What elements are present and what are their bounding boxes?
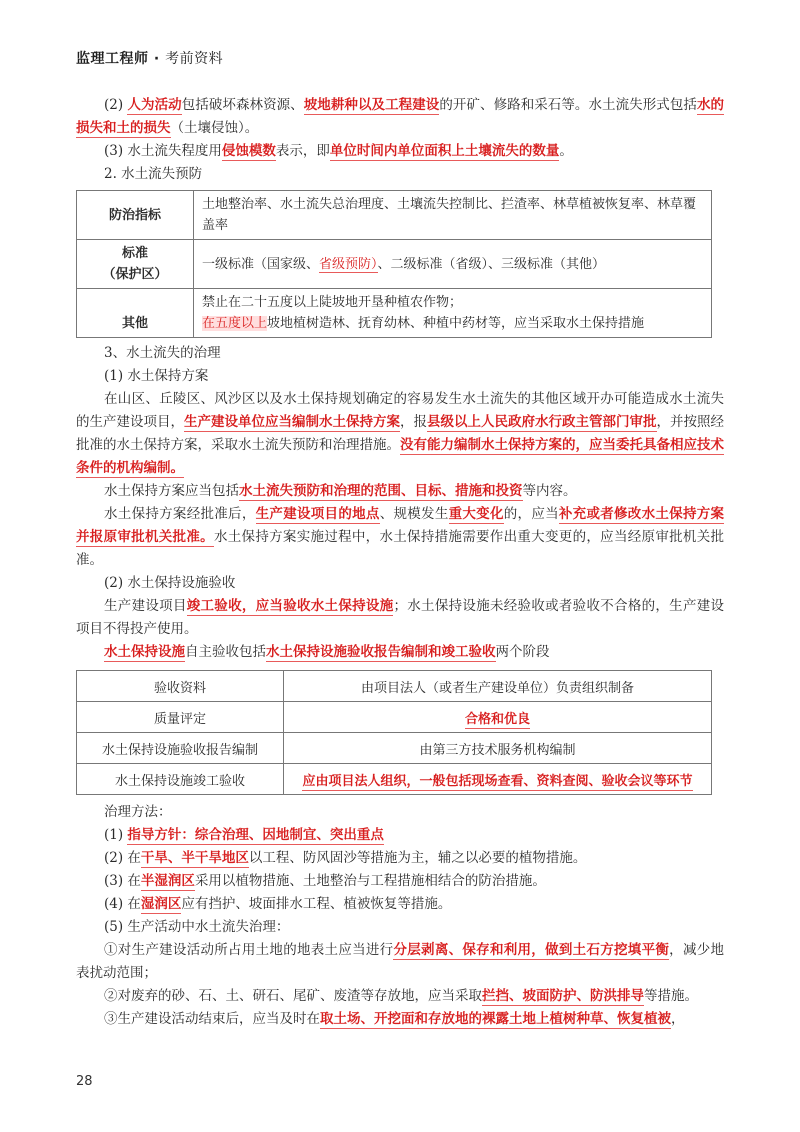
text: 、规模发生 bbox=[379, 506, 449, 522]
highlight-text: 取土场、开挖面和存放地的裸露土地上植树种草、恢复植被 bbox=[320, 1011, 671, 1027]
text: (2) bbox=[104, 97, 124, 113]
text: 生产建设项目 bbox=[104, 598, 187, 614]
highlight-text: 生产建设单位应当编制水土保持方案 bbox=[184, 414, 400, 430]
table-desc-cell: 由第三方技术服务机构编制 bbox=[284, 733, 712, 764]
text: 水土保持方案应当包括 bbox=[104, 483, 239, 499]
text: 一级标准（国家级、 bbox=[202, 256, 320, 272]
section-heading-treatment: 3、水土流失的治理 bbox=[104, 345, 221, 361]
intro-paragraph-1 bbox=[76, 94, 724, 140]
text: 。 bbox=[559, 143, 573, 159]
method-item-4 bbox=[76, 893, 724, 916]
highlight-text: 没有能力编制水土保持方案的，应当委托具备相应技术条件的机构编制。 bbox=[76, 437, 724, 476]
text: 以工程、防风固沙等措施为主，辅之以必要的植物措施。 bbox=[248, 850, 587, 866]
highlight-text: 湿润区 bbox=[140, 896, 182, 912]
construction-measure-3 bbox=[76, 1008, 724, 1031]
text: 禁止在二十五度以上陡坡地开垦种植农作物； bbox=[202, 295, 463, 310]
highlight-text: 干旱、半干旱地区 bbox=[140, 850, 249, 866]
highlight-text: 重大变化 bbox=[448, 506, 504, 522]
text: 自主验收包括 bbox=[185, 644, 266, 660]
acceptance-table bbox=[76, 670, 712, 795]
text: (3) 水土流失程度用 bbox=[104, 143, 222, 159]
highlight-text: 合格和优良 bbox=[464, 711, 530, 727]
text: 等措施。 bbox=[644, 988, 698, 1004]
table-value-cell: 土地整治率、水土流失总治理度、土壤流失控制比、拦渣率、林草植被恢复率、林草覆盖率 bbox=[194, 191, 712, 240]
text: 在山区、丘陵区、风沙区以及水土保持规划确定的容易发生水土流失的其他区域开办可能造成水土流失的生产建设项目， bbox=[76, 391, 724, 430]
key-line: （保护区） bbox=[102, 267, 168, 282]
text: 等内容。 bbox=[522, 483, 577, 499]
highlight-text: 水土流失预防和治理的范围、目标、措施和投资 bbox=[239, 483, 523, 499]
key-line: 标准 bbox=[121, 246, 148, 261]
text: ，减少地表扰动范围； bbox=[76, 942, 725, 981]
method-item-5: (5) 生产活动中水土流失治理： bbox=[104, 919, 290, 935]
highlight-text: 省级预防） bbox=[319, 256, 378, 272]
text: ①对生产建设活动所占用土地的地表土应当进行 bbox=[104, 942, 394, 958]
prevention-table bbox=[76, 190, 712, 338]
intro-paragraph-2 bbox=[76, 140, 724, 163]
highlight-text: 补充或者修改水土保持方案并报原审批机关批准。 bbox=[76, 506, 725, 545]
header-title: 监理工程师 bbox=[76, 51, 149, 67]
text: 两个阶段 bbox=[495, 644, 550, 660]
highlight-text: 分层剥离、保存和利用，做到土石方挖填平衡 bbox=[393, 942, 670, 958]
text: 、二级标准（省级）、三级标准（其他） bbox=[377, 256, 606, 272]
highlight-text: 生产建设项目的地点 bbox=[255, 506, 380, 522]
text: (1) bbox=[104, 827, 124, 843]
table-row bbox=[77, 289, 712, 338]
header-dot: · bbox=[153, 51, 160, 67]
table-key-cell bbox=[77, 240, 194, 289]
highlight-text: 半湿润区 bbox=[140, 873, 195, 889]
highlight-text: 水土保持设施验收报告编制和竣工验收 bbox=[266, 644, 496, 660]
acceptance-stages-line bbox=[76, 641, 724, 664]
text: 的开矿、修路和采石等。水土流失形式包括 bbox=[439, 97, 697, 113]
table-row bbox=[77, 764, 712, 795]
plan-paragraph-1 bbox=[76, 388, 724, 480]
table-item-cell: 水土保持设施竣工验收 bbox=[77, 764, 284, 795]
plan-paragraph-3 bbox=[76, 503, 724, 572]
text: (3) 在 bbox=[104, 873, 141, 889]
highlight-text: 侵蚀模数 bbox=[221, 143, 276, 159]
table-row bbox=[77, 733, 712, 764]
text: ， bbox=[671, 1011, 685, 1027]
text: (2) 在 bbox=[104, 850, 141, 866]
table-key-cell: 防治指标 bbox=[77, 191, 194, 240]
text: （土壤侵蚀）。 bbox=[170, 120, 259, 136]
table-value-cell bbox=[194, 240, 712, 289]
table-desc-cell bbox=[284, 764, 712, 795]
page-number: 28 bbox=[76, 1074, 93, 1089]
table-desc-cell: 由项目法人（或者生产建设单位）负责组织制备 bbox=[284, 671, 712, 702]
subheading-plan: (1) 水土保持方案 bbox=[104, 368, 209, 384]
highlight-text: 拦挡、坡面防护、防洪排导 bbox=[482, 988, 644, 1004]
table-item-cell: 验收资料 bbox=[77, 671, 284, 702]
text: ②对废弃的砂、石、土、研石、尾矿、废渣等存放地，应当采取 bbox=[104, 988, 482, 1004]
plan-paragraph-2 bbox=[76, 480, 724, 503]
text: 水土保持方案实施过程中，水土保持措施需要作出重大变更的，应当经原审批机关批准。 bbox=[76, 529, 725, 568]
text: (4) 在 bbox=[104, 896, 141, 912]
text: 采用以植物措施、土地整治与工程措施相结合的防治措施。 bbox=[194, 873, 546, 889]
text: ，报 bbox=[400, 414, 427, 430]
table-item-cell: 质量评定 bbox=[77, 702, 284, 733]
construction-measure-2 bbox=[76, 985, 724, 1008]
highlight-text: 竣工验收，应当验收水土保持设施 bbox=[186, 598, 394, 614]
text: 包括破坏森林资源、 bbox=[181, 97, 304, 113]
header-subtitle: 考前资料 bbox=[165, 51, 224, 67]
text: 坡地植树造林、抚育幼林、种植中药材等，应当采取水土保持措施 bbox=[267, 316, 645, 331]
methods-title: 治理方法： bbox=[104, 804, 172, 820]
acceptance-paragraph bbox=[76, 595, 724, 641]
table-row bbox=[77, 240, 712, 289]
table-value-cell bbox=[194, 289, 712, 338]
highlight-text: 指导方针：综合治理、因地制宜、突出重点 bbox=[127, 827, 384, 843]
highlight-text: 县级以上人民政府水行政主管部门审批 bbox=[427, 414, 657, 430]
highlight-text: 水的损失和土的损失 bbox=[76, 97, 725, 136]
table-row bbox=[77, 191, 712, 240]
construction-measure-1 bbox=[76, 939, 724, 985]
text: ；水土保持设施未经验收或者验收不合格的，生产建设项目不得投产使用。 bbox=[76, 598, 725, 637]
highlight-text: 坡地耕种以及工程建设 bbox=[303, 97, 440, 113]
table-key-cell: 其他 bbox=[77, 289, 194, 338]
table-desc-cell bbox=[284, 702, 712, 733]
page-content bbox=[76, 94, 724, 1031]
highlight-text: 水土保持设施 bbox=[104, 644, 185, 660]
table-item-cell: 水土保持设施验收报告编制 bbox=[77, 733, 284, 764]
page-header bbox=[76, 48, 223, 68]
method-item-3 bbox=[76, 870, 724, 893]
method-item-2 bbox=[76, 847, 724, 870]
highlight-text: 在五度以上 bbox=[202, 316, 268, 331]
highlight-text: 人为活动 bbox=[127, 97, 182, 113]
text: 表示，即 bbox=[275, 143, 330, 159]
text: 的，应当 bbox=[503, 506, 559, 522]
table-row bbox=[77, 702, 712, 733]
section-heading-prevention: 2. 水土流失预防 bbox=[104, 166, 203, 182]
method-item-1 bbox=[76, 824, 724, 847]
text: 应有挡护、坡面排水工程、植被恢复等措施。 bbox=[181, 896, 452, 912]
highlight-text: 应由项目法人组织，一般包括现场查看、资料查阅、验收会议等环节 bbox=[302, 773, 693, 789]
text: 水土保持方案经批准后， bbox=[104, 506, 256, 522]
text: ③生产建设活动结束后，应当及时在 bbox=[104, 1011, 320, 1027]
table-row bbox=[77, 671, 712, 702]
highlight-text: 单位时间内单位面积上土壤流失的数量 bbox=[329, 143, 560, 159]
text: ，并按照经批准的水土保持方案，采取水土流失预防和治理措施。 bbox=[76, 414, 724, 453]
subheading-acceptance: (2) 水土保持设施验收 bbox=[104, 575, 236, 591]
